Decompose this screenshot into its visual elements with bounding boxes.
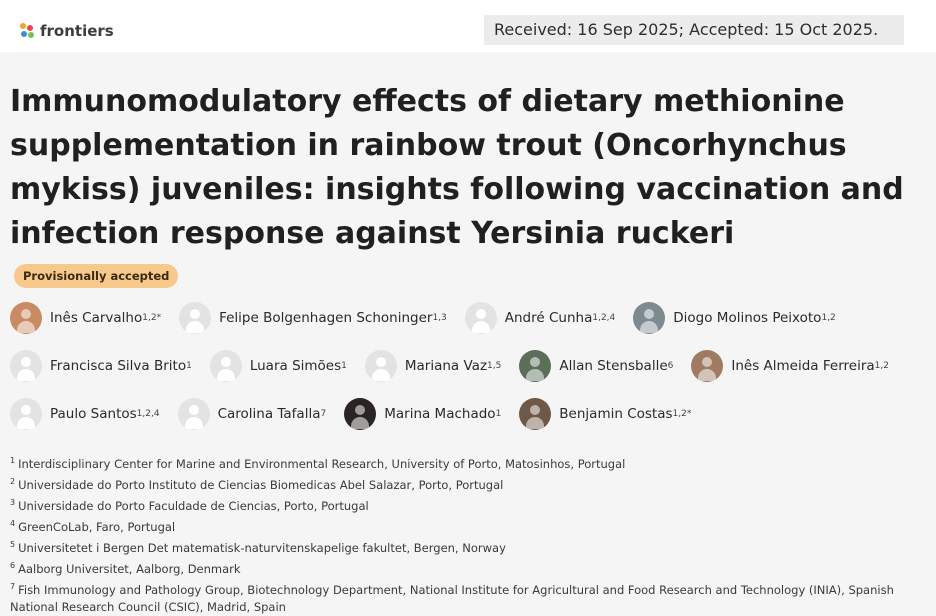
- affiliation-text: Universidade do Porto Instituto de Ciencias Biomedicas Abel Salazar, Porto, Portugal: [18, 478, 504, 492]
- received-accepted-dates: Received: 16 Sep 2025; Accepted: 15 Oct 2025.: [484, 15, 904, 45]
- affiliation-item: [10, 515, 930, 536]
- author-item[interactable]: [179, 302, 447, 334]
- affiliation-item: [10, 536, 930, 557]
- logo-text: frontiers: [40, 22, 114, 40]
- author-affiliation-marker: 1,2*: [672, 409, 692, 419]
- author-avatar-placeholder-icon[interactable]: [210, 350, 242, 382]
- affiliation-item: [10, 578, 930, 616]
- author-item[interactable]: [10, 302, 161, 334]
- affiliation-text: Universitetet i Bergen Det matematisk-naturvitenskapelige fakultet, Bergen, Norway: [18, 541, 506, 555]
- author-affiliation-marker: 1,2,4: [592, 313, 616, 323]
- article-title-text: Immunomodulatory effects of dietary methionine supplementation in rainbow trout (Oncorhynchus mykiss) juveniles: insights following vaccination and infection response against Yersinia ruckeri: [10, 84, 904, 251]
- affiliation-number: 6: [10, 561, 16, 570]
- affiliation-text: Fish Immunology and Pathology Group, Biotechnology Department, National Institute for Agricultural and Food Research and Technology (INIA), Spanish National Research Council (CSIC), Madrid, Spain: [10, 583, 894, 614]
- author-photo[interactable]: [519, 398, 551, 430]
- status-badge: Provisionally accepted: [14, 264, 178, 288]
- author-affiliation-marker: 1: [341, 361, 347, 371]
- author-affiliation-marker: 6: [667, 361, 674, 371]
- author-affiliation-marker: 1: [495, 409, 502, 419]
- affiliation-item: [10, 557, 930, 578]
- author-name[interactable]: Benjamin Costas: [559, 406, 673, 422]
- author-avatar-placeholder-icon[interactable]: [10, 350, 42, 382]
- affiliation-number: 4: [10, 519, 16, 528]
- author-photo[interactable]: [519, 350, 551, 382]
- author-photo[interactable]: [633, 302, 665, 334]
- author-item[interactable]: [178, 398, 327, 430]
- article-title: [10, 80, 910, 300]
- author-name[interactable]: Marina Machado: [384, 406, 496, 422]
- author-affiliation-marker: 1,2: [821, 313, 836, 323]
- author-item[interactable]: [691, 350, 889, 382]
- author-item[interactable]: [365, 350, 502, 382]
- affiliation-text: Universidade do Porto Faculdade de Ciencias, Porto, Portugal: [18, 499, 369, 513]
- author-avatar-placeholder-icon[interactable]: [465, 302, 497, 334]
- author-name[interactable]: Diogo Molinos Peixoto: [673, 310, 822, 326]
- author-photo[interactable]: [691, 350, 723, 382]
- author-list: [10, 294, 930, 438]
- affiliation-number: 1: [10, 456, 16, 465]
- author-item[interactable]: [10, 350, 192, 382]
- author-item[interactable]: [519, 350, 673, 382]
- author-item[interactable]: [465, 302, 616, 334]
- author-avatar-placeholder-icon[interactable]: [178, 398, 210, 430]
- author-affiliation-marker: 1,2,4: [136, 409, 160, 419]
- author-name[interactable]: Allan Stensballe: [559, 358, 668, 374]
- author-avatar-placeholder-icon[interactable]: [365, 350, 397, 382]
- author-item[interactable]: [633, 302, 836, 334]
- author-name[interactable]: Inês Carvalho: [50, 310, 143, 326]
- author-affiliation-marker: 1: [186, 361, 192, 371]
- affiliation-text: Aalborg Universitet, Aalborg, Denmark: [18, 562, 241, 576]
- author-row: [10, 342, 930, 390]
- affiliation-number: 7: [10, 582, 16, 591]
- top-bar: [0, 0, 936, 52]
- author-affiliation-marker: 1,2: [874, 361, 889, 371]
- author-item[interactable]: [10, 398, 160, 430]
- author-affiliation-marker: 1,3: [432, 313, 447, 323]
- author-avatar-placeholder-icon[interactable]: [179, 302, 211, 334]
- author-name[interactable]: Luara Simões: [249, 358, 342, 374]
- author-name[interactable]: Francisca Silva Brito: [50, 358, 187, 374]
- author-row: [10, 390, 930, 438]
- author-photo[interactable]: [10, 302, 42, 334]
- author-name[interactable]: André Cunha: [504, 310, 593, 326]
- author-item[interactable]: [519, 398, 691, 430]
- affiliation-number: 5: [10, 540, 16, 549]
- author-name[interactable]: Carolina Tafalla: [217, 406, 321, 422]
- affiliation-list: [10, 452, 930, 616]
- author-item[interactable]: [344, 398, 501, 430]
- author-avatar-placeholder-icon[interactable]: [10, 398, 42, 430]
- affiliation-number: 3: [10, 498, 16, 507]
- affiliation-item: [10, 494, 930, 515]
- author-affiliation-marker: 1,5: [487, 361, 502, 371]
- affiliation-text: Interdisciplinary Center for Marine and Environmental Research, University of Porto, Matosinhos, Portugal: [18, 457, 626, 471]
- affiliation-item: [10, 452, 930, 473]
- affiliation-item: [10, 473, 930, 494]
- author-row: [10, 294, 930, 342]
- author-affiliation-marker: 7: [320, 409, 327, 419]
- author-name[interactable]: Paulo Santos: [50, 406, 137, 422]
- affiliation-number: 2: [10, 477, 16, 486]
- author-photo[interactable]: [344, 398, 376, 430]
- author-name[interactable]: Felipe Bolgenhagen Schoninger: [219, 310, 433, 326]
- author-name[interactable]: Inês Almeida Ferreira: [731, 358, 875, 374]
- affiliation-text: GreenCoLab, Faro, Portugal: [18, 520, 176, 534]
- frontiers-logo[interactable]: [20, 22, 114, 40]
- author-item[interactable]: [210, 350, 347, 382]
- author-name[interactable]: Mariana Vaz: [404, 358, 488, 374]
- frontiers-logo-icon: [20, 23, 36, 39]
- author-affiliation-marker: 1,2*: [142, 313, 162, 323]
